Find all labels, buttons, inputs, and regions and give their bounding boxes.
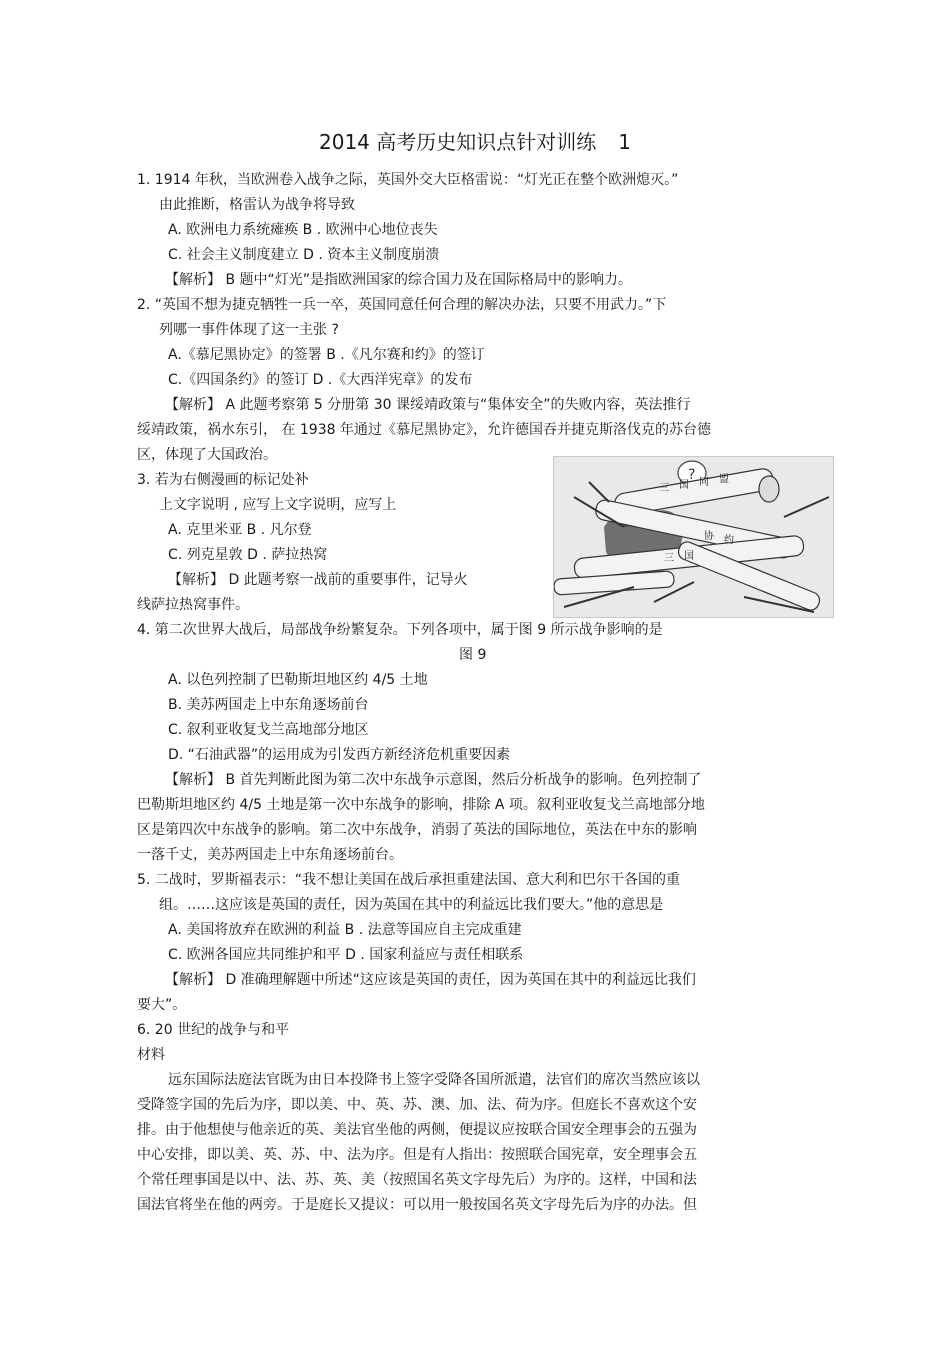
thought-bubble-text: ? xyxy=(688,467,696,483)
text-line: A. 美国将放弃在欧洲的利益 B . 法意等国应自主完成重建 xyxy=(168,922,522,938)
text-line: 线萨拉热窝事件。 xyxy=(137,597,249,613)
cartoon-label: 同 xyxy=(699,477,709,488)
text-line: 【解析】 A 此题考察第 5 分册第 30 课绥靖政策与“集体安全”的失败内容，英法推行 xyxy=(165,397,691,413)
text-line: 材料 xyxy=(137,1047,165,1063)
cartoon-drawing xyxy=(554,457,833,617)
text-line: 【解析】 B 题中“灯光”是指欧洲国家的综合国力及在国际格局中的影响力。 xyxy=(165,272,633,288)
text-line: C. 叙利亚收复戈兰高地部分地区 xyxy=(168,722,369,738)
text-line: 远东国际法庭法官既为由日本投降书上签字受降各国所派遣，法官们的席次当然应该以 xyxy=(168,1072,700,1088)
cartoon-label: 国 xyxy=(679,480,689,491)
text-line: 1. 1914 年秋，当欧洲卷入战争之际，英国外交大臣格雷说：“灯光正在整个欧洲熄灭。” xyxy=(137,172,679,188)
text-line: 个常任理事国是以中、法、苏、英、美（按照国名英文字母先后）为序的。这样，中国和法 xyxy=(137,1172,697,1188)
text-line: 要大”。 xyxy=(137,997,187,1013)
text-line: 5. 二战时，罗斯福表示：“我不想让美国在战后承担重建法国、意大利和巴尔干各国的重 xyxy=(137,872,681,888)
text-line: 列哪一事件体现了这一主张 ? xyxy=(159,322,339,338)
text-line: 【解析】 D 此题考察一战前的重要事件，记导火 xyxy=(168,572,468,588)
title-text: 2014 高考历史知识点针对训练 xyxy=(319,130,597,154)
text-line: 由此推断，格雷认为战争将导致 xyxy=(159,197,355,213)
text-line: 绥靖政策，祸水东引， 在 1938 年通过《慕尼黑协定》，允许德国吞并捷克斯洛伐克的苏台德 xyxy=(137,422,711,438)
text-line: A. 克里米亚 B . 凡尔登 xyxy=(168,522,312,538)
text-line: C. 欧洲各国应共同维护和平 D . 国家利益应与责任相联系 xyxy=(168,947,524,963)
text-line: 一落千丈，美苏两国走上中东角逐场前台。 xyxy=(137,847,403,863)
cartoon-label: 三 xyxy=(664,553,674,564)
cartoon-label: 协 xyxy=(704,531,714,542)
text-line: A. 欧洲电力系统瘫痪 B . 欧洲中心地位丧失 xyxy=(168,222,438,238)
text-line: 中心安排，即以美、英、苏、中、法为序。但是有人指出：按照联合国宪章，安全理事会五 xyxy=(137,1147,697,1163)
cartoon-illustration xyxy=(553,456,834,618)
text-line: 区是第四次中东战争的影响。第二次中东战争，消弱了英法的国际地位，英法在中东的影响 xyxy=(137,822,697,838)
cartoon-label: 国 xyxy=(684,551,694,562)
text-line: C. 列克星敦 D . 萨拉热窝 xyxy=(168,547,328,563)
text-line: B. 美苏两国走上中东角逐场前台 xyxy=(168,697,369,713)
cartoon-label: 三 xyxy=(659,483,669,494)
text-line: A.《慕尼黑协定》的签署 B .《凡尔赛和约》的签订 xyxy=(168,347,485,363)
text-line: C. 社会主义制度建立 D . 资本主义制度崩溃 xyxy=(168,247,440,263)
text-line: 【解析】 D 准确理解题中所述“这应该是英国的责任，因为英国在其中的利益远比我们 xyxy=(165,972,696,988)
title-number: 1 xyxy=(618,130,631,154)
page-title xyxy=(0,130,950,154)
text-line: C.《四国条约》的签订 D .《大西洋宪章》的发布 xyxy=(168,372,473,388)
text-line: 巴勒斯坦地区约 4/5 土地是第一次中东战争的影响，排除 A 项。叙利亚收复戈兰高地部分地 xyxy=(137,797,705,813)
text-line: 国法官将坐在他的两旁。于是庭长又提议：可以用一般按国名英文字母先后为序的办法。但 xyxy=(137,1197,697,1213)
text-line: D. “石油武器”的运用成为引发西方新经济危机重要因素 xyxy=(168,747,511,763)
text-line: 上文字说明 , 应写上文字说明，应写上 xyxy=(159,497,397,513)
cartoon-label: 盟 xyxy=(719,474,729,485)
text-line: 受降签字国的先后为序，即以美、中、英、苏、澳、加、法、荷为序。但庭长不喜欢这个安 xyxy=(137,1097,697,1113)
text-line: A. 以色列控制了巴勒斯坦地区约 4/5 土地 xyxy=(168,672,428,688)
text-line: 【解析】 B 首先判断此图为第二次中东战争示意图，然后分析战争的影响。色列控制了 xyxy=(165,772,702,788)
text-line: 3. 若为右侧漫画的标记处补 xyxy=(137,472,309,488)
text-line: 区，体现了大国政治。 xyxy=(137,447,277,463)
text-line: 组。……这应该是英国的责任，因为英国在其中的利益远比我们要大。”他的意思是 xyxy=(159,897,664,913)
text-line: 6. 20 世纪的战争与和平 xyxy=(137,1022,290,1038)
text-line: 4. 第二次世界大战后，局部战争纷繁复杂。下列各项中，属于图 9 所示战争影响的是 xyxy=(137,622,663,638)
text-line: 2. “英国不想为捷克牺牲一兵一卒，英国同意任何合理的解决办法，只要不用武力。”下 xyxy=(137,297,667,313)
text-line: 图 9 xyxy=(459,647,487,663)
cartoon-label: 约 xyxy=(724,535,734,546)
text-line: 排。由于他想使与他亲近的英、美法官坐他的两侧，便提议应按联合国安全理事会的五强为 xyxy=(137,1122,697,1138)
